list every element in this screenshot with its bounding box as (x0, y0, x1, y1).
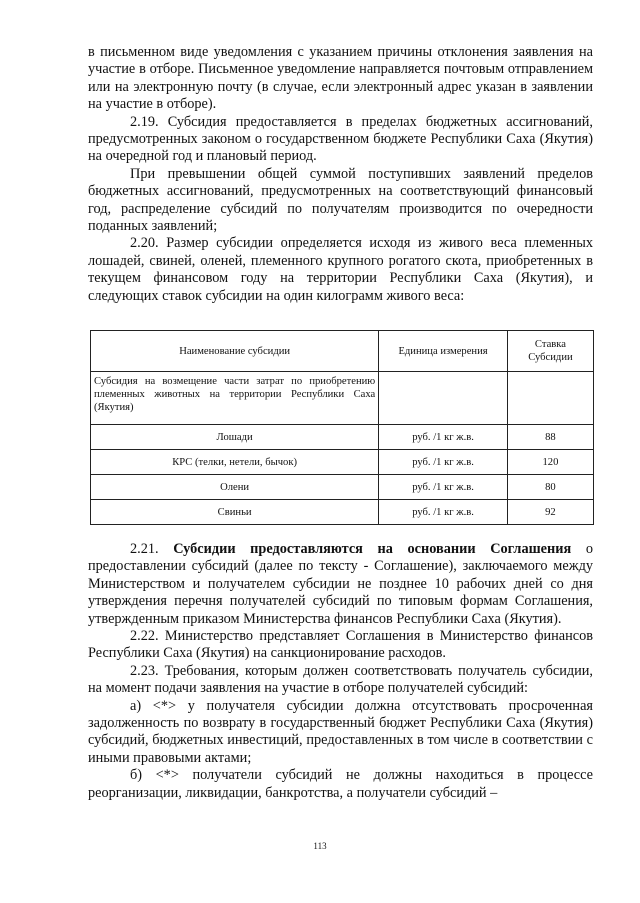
row-rate: 80 (507, 475, 593, 500)
row-name: КРС (телки, нетели, бычок) (91, 450, 379, 475)
page-number: 113 (313, 841, 327, 851)
paragraph-number: 2.21. (130, 541, 159, 557)
row-rate: 92 (507, 500, 593, 525)
paragraph-notification: в письменном виде уведомления с указанием причины отклонения заявления на участие в отборе. Письменное уведомление направляется почтовым отправлением или на электронную почту (в случае, если электронный адрес указан в заявлении на участие в отборе). (88, 44, 593, 113)
paragraph-2-19: 2.19. Субсидия предоставляется в пределах бюджетных ассигнований, предусмотренных законом о государственном бюджете Республики Саха (Якутия) на очередной год и плановый период. (88, 113, 593, 165)
paragraph-2-20: 2.20. Размер субсидии определяется исходя из живого веса племенных лошадей, свиней, оленей, племенного крупного рогатого скота, приобретенных в текущем финансовом году на территории Республики Саха (Якутия), и следующих ставок субсидии на один килограмм живого веса: (88, 235, 593, 304)
paragraph-body: о предоставлении субсидий (далее по тексту - Соглашение), заключаемого между Министерством и получателем субсидии не позднее 10 рабочих дней со дня утверждения перечня получателей субсидий по типовым формам Соглашения, утвержденным приказом Министерства финансов Республики Саха (Якутия). (88, 541, 593, 627)
top-text-block (88, 44, 593, 305)
table-row (91, 425, 594, 450)
group-row-empty-rate (507, 372, 593, 425)
group-row-label: Субсидия на возмещение части затрат по приобретению племенных животных на территории Республики Саха (Якутия) (91, 372, 379, 425)
paragraph-2-22: 2.22. Министерство представляет Соглашения в Министерство финансов Республики Саха (Якутия) на санкционирование расходов. (88, 628, 593, 662)
bottom-text-block (88, 541, 593, 802)
bold-phrase: Субсидии предоставляются на основании Соглашения (173, 541, 572, 557)
row-unit: руб. /1 кг ж.в. (379, 425, 508, 450)
table-row (91, 475, 594, 500)
row-name: Свиньи (91, 500, 379, 525)
row-unit: руб. /1 кг ж.в. (379, 500, 508, 525)
header-unit: Единица измерения (379, 331, 508, 372)
table-row (91, 500, 594, 525)
paragraph-budget-excess: При превышении общей суммой поступивших заявлений пределов бюджетных ассигнований, предусмотренных на соответствующий финансовый год, распределение субсидий по получателям производится по очередности поданных заявлений; (88, 165, 593, 235)
row-name: Олени (91, 475, 379, 500)
row-unit: руб. /1 кг ж.в. (379, 450, 508, 475)
table-row (91, 450, 594, 475)
row-unit: руб. /1 кг ж.в. (379, 475, 508, 500)
group-row-empty-unit (379, 372, 508, 425)
row-name: Лошади (91, 425, 379, 450)
paragraph-2-21 (88, 541, 593, 628)
paragraph-item-b: б) <*> получатели субсидий не должны находиться в процессе реорганизации, ликвидации, банкротства, а получатели субсидий – (88, 767, 593, 801)
row-rate: 88 (507, 425, 593, 450)
row-rate: 120 (507, 450, 593, 475)
paragraph-item-a: а) <*> у получателя субсидии должна отсутствовать просроченная задолженность по возврату в государственный бюджет Республики Саха (Якутия) субсидий, бюджетных инвестиций, предоставленных в том числе в соответствии с иными правовыми актами; (88, 697, 593, 766)
header-rate: Ставка Субсидии (507, 331, 593, 372)
table-group-row (91, 372, 594, 425)
table-header-row (91, 331, 594, 372)
subsidy-rates-table (90, 330, 594, 525)
paragraph-2-23: 2.23. Требования, которым должен соответствовать получатель субсидии, на момент подачи заявления на участие в отборе получателей субсидий: (88, 662, 593, 697)
header-subsidy-name: Наименование субсидии (91, 331, 379, 372)
